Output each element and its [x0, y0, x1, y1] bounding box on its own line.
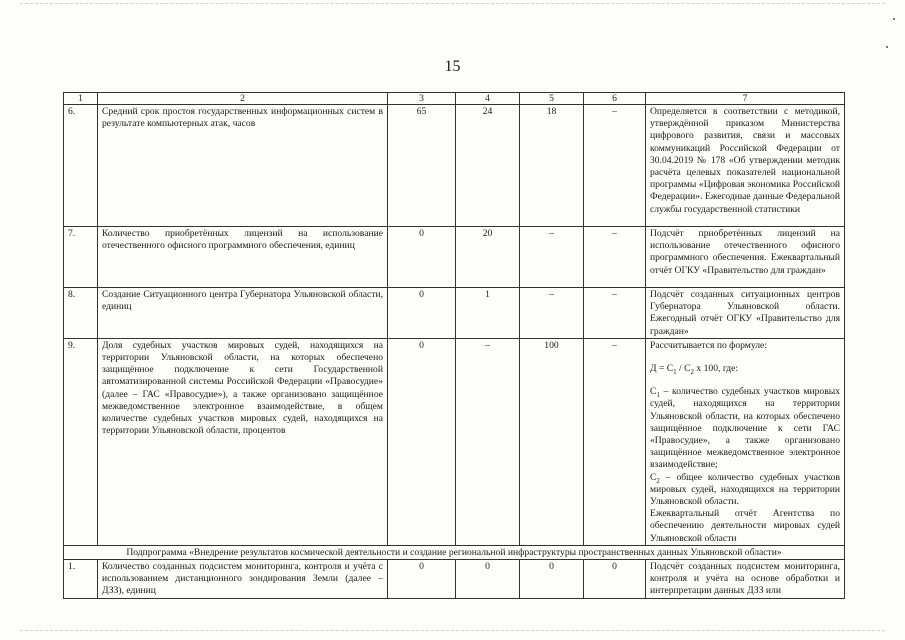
formula-definition-c2: $С_2$ – общее количество судебных участков мировых судей, находящихся на территории Ульяновской области.	[650, 471, 840, 508]
column-header: 6	[584, 93, 646, 105]
value-cell: 0	[388, 560, 456, 599]
formula-intro: Рассчитывается по формуле:	[650, 339, 767, 351]
scan-speck	[886, 46, 888, 48]
value-cell: 24	[456, 105, 520, 227]
page-number: 15	[444, 58, 461, 75]
indicator-name: Доля судебных участков мировых судей, находящихся на территории Ульяновской области, на которых обеспечено защищённое подключение к сети Государственной автоматизированной системы Российской Федерации «Правосудие» (далее – ГАС «Правосудие»), а также организовано защищённое межведомственное электронное взаимодействие, в общем количестве судебных участков мировых судей, находящихся на территории Ульяновской области, процентов	[98, 338, 388, 545]
column-header: 2	[98, 93, 388, 105]
value-cell: –	[520, 288, 584, 339]
value-cell: –	[456, 338, 520, 545]
value-cell: 0	[520, 560, 584, 599]
value-cell: 1	[456, 288, 520, 339]
value-cell: 0	[456, 560, 520, 599]
column-numbers-row	[64, 93, 845, 105]
methodology-note: Подсчёт приобретённых лицензий на использование отечественного офисного программного обеспечения. Ежеквартальный отчёт ОГКУ «Правительство для граждан»	[646, 227, 845, 288]
methodology-note: Подсчёт созданных подсистем мониторинга, контроля и учёта на основе обработки и интерпретации данных ДЗЗ или	[646, 560, 845, 599]
value-cell: 18	[520, 105, 584, 227]
row-number: 6.	[64, 105, 98, 227]
subprogram-row	[64, 545, 845, 559]
row-number: 7.	[64, 227, 98, 288]
column-header: 4	[456, 93, 520, 105]
value-cell: –	[584, 227, 646, 288]
indicator-name: Создание Ситуационного центра Губернатора Ульяновской области, единиц	[98, 288, 388, 339]
indicator-name: Количество созданных подсистем мониторинга, контроля и учёта с использованием дистанционного зондирования Земли (далее – ДЗЗ), единиц	[98, 560, 388, 599]
value-cell: 0	[584, 560, 646, 599]
table-row	[64, 105, 845, 227]
value-cell: –	[584, 288, 646, 339]
row-number: 1.	[64, 560, 98, 599]
value-cell: –	[584, 338, 646, 545]
methodology-note: Определяется в соответствии с методикой, утверждённой приказом Министерства цифрового развития, связи и массовых коммуникаций Российской Федерации от 30.04.2019 № 178 «Об утверждении методик расчёта целевых показателей национальной программы «Цифровая экономика Российской Федерации». Ежегодные данные Федеральной службы государственной статистики	[646, 105, 845, 227]
formula-definition-c1: $С_1$ – количество судебных участков мировых судей, находящихся на территории Ульяновской области, на которых обеспечено защищённое подключение к сети ГАС «Правосудие», а также организовано защищённое межведомственное электронное взаимодействие;	[650, 386, 840, 471]
value-cell: 0	[388, 338, 456, 545]
column-header: 7	[646, 93, 845, 105]
formula: $Д = С_1 / С_2$ х 100, где:	[650, 363, 739, 376]
value-cell: 0	[388, 288, 456, 339]
value-cell: 100	[520, 338, 584, 545]
scan-speck	[893, 18, 895, 20]
table-row	[64, 560, 845, 599]
subprogram-title: Подпрограмма «Внедрение результатов космической деятельности и создание региональной инфраструктуры пространственных данных Ульяновской области»	[64, 545, 845, 559]
table-row	[64, 288, 845, 339]
scan-edge-bottom	[20, 630, 885, 631]
value-cell: 20	[456, 227, 520, 288]
indicator-name: Средний срок простоя государственных информационных систем в результате компьютерных атак, часов	[98, 105, 388, 227]
table-row	[64, 338, 845, 545]
value-cell: –	[584, 105, 646, 227]
table-row	[64, 227, 845, 288]
row-number: 8.	[64, 288, 98, 339]
scan-edge-top	[20, 3, 885, 4]
value-cell: –	[520, 227, 584, 288]
value-cell: 0	[388, 227, 456, 288]
methodology-note	[646, 338, 845, 545]
column-header: 3	[388, 93, 456, 105]
methodology-note: Подсчёт созданных ситуационных центров Губернатора Ульяновской области. Ежегодный отчёт ОГКУ «Правительство для граждан»	[646, 288, 845, 339]
indicators-table	[63, 92, 845, 599]
column-header: 5	[520, 93, 584, 105]
value-cell: 65	[388, 105, 456, 227]
row-number: 9.	[64, 338, 98, 545]
report-source: Ежеквартальный отчёт Агентства по обеспечению деятельности мировых судей Ульяновской области	[650, 508, 840, 544]
indicator-name: Количество приобретённых лицензий на использование отечественного офисного программного обеспечения, единиц	[98, 227, 388, 288]
column-header: 1	[64, 93, 98, 105]
